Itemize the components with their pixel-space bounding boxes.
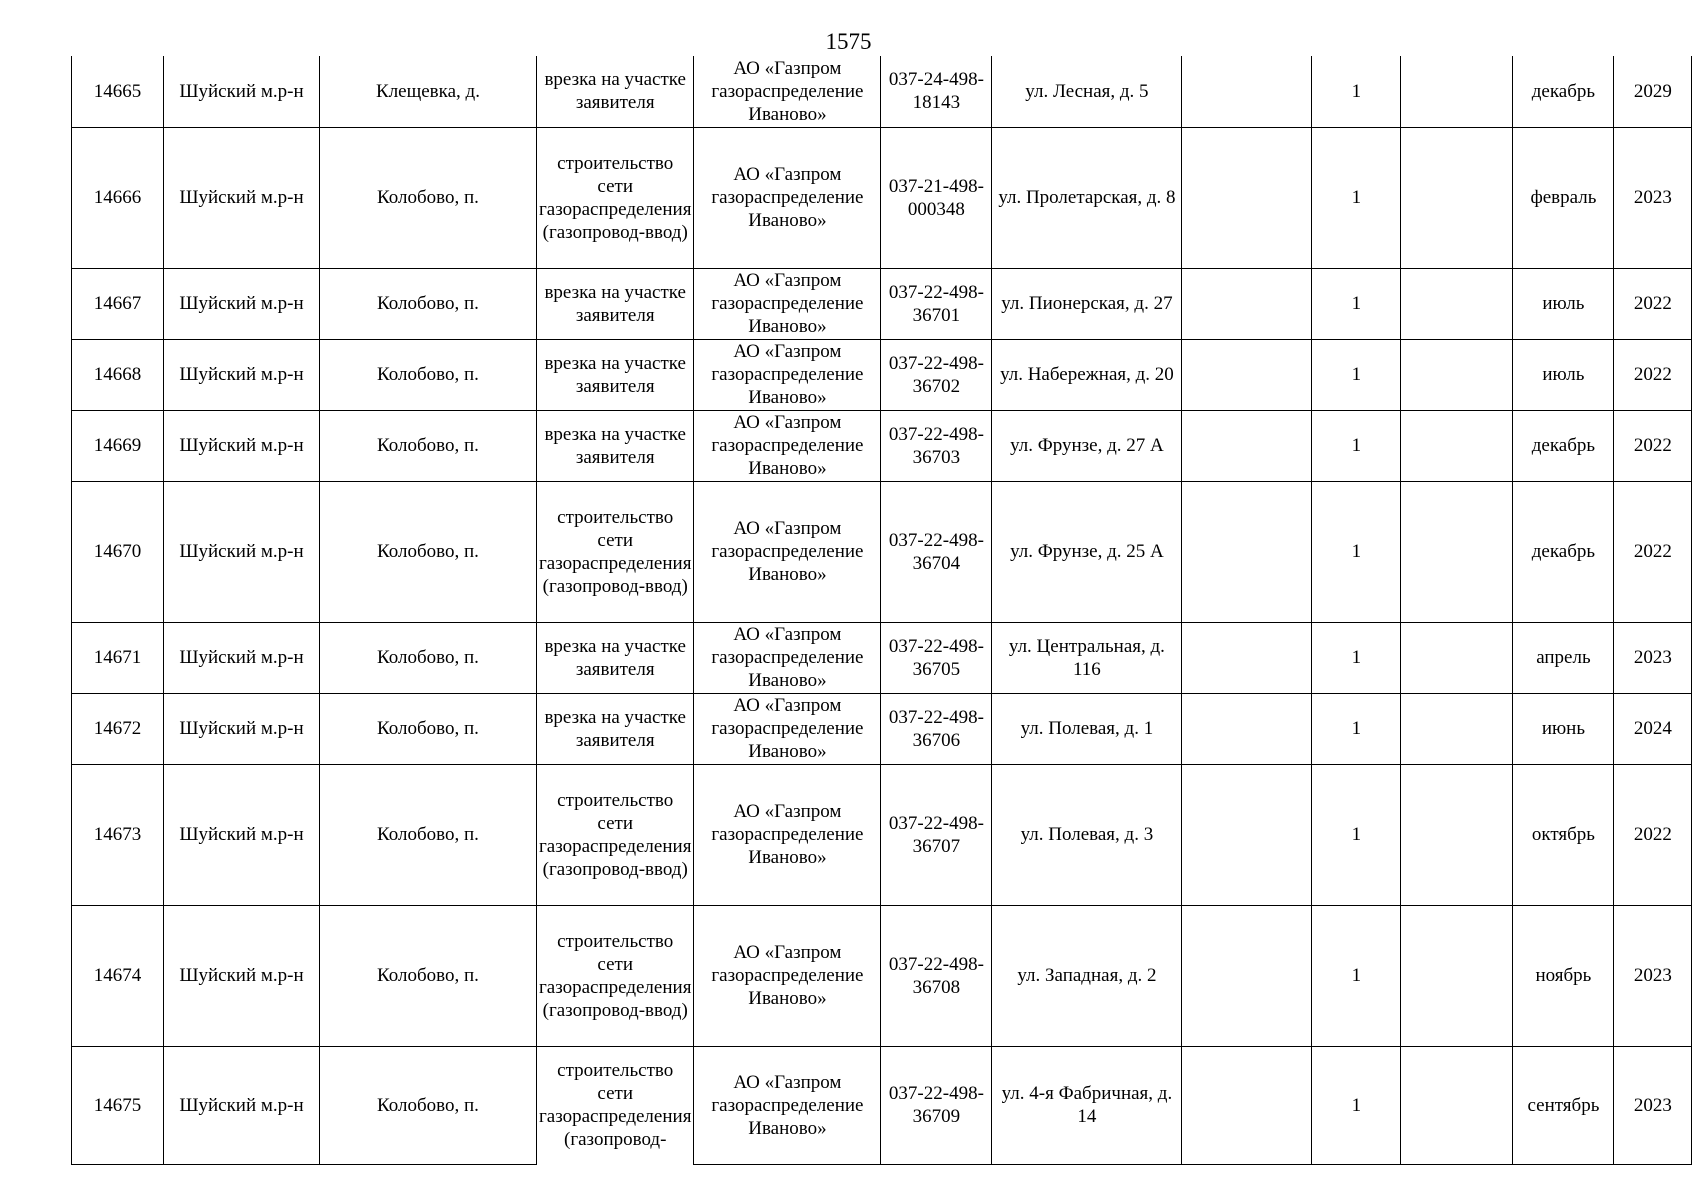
locality-cell — [320, 1046, 537, 1164]
count-text: 1 — [1351, 187, 1362, 208]
empty-cell — [1182, 905, 1312, 1046]
count-text: 1 — [1351, 718, 1362, 739]
year-text: 2029 — [1633, 80, 1672, 102]
locality-cell — [320, 268, 537, 339]
work-type-text: врезка на участке заявителя — [544, 352, 686, 397]
district-cell — [164, 1046, 320, 1164]
work-type-text: строительство сети газораспределения (газопровод-ввод) — [539, 930, 692, 1021]
district-cell — [164, 56, 320, 127]
empty-cell — [1401, 764, 1513, 905]
table-row — [72, 127, 1692, 268]
year-text: 2022 — [1633, 541, 1672, 562]
work-type-cell — [537, 905, 694, 1046]
count-cell — [1312, 268, 1401, 339]
year-cell — [1614, 1046, 1692, 1164]
code-text: 037-22-498-36709 — [888, 1083, 984, 1127]
address-cell — [992, 693, 1182, 764]
code-cell — [881, 410, 992, 481]
locality-text: Колобово, п. — [377, 824, 479, 845]
address-text: ул. Полевая, д. 3 — [1020, 824, 1154, 845]
month-cell — [1513, 127, 1614, 268]
records-table — [71, 56, 1692, 1165]
organization-cell — [694, 905, 881, 1046]
work-type-cell — [537, 764, 694, 905]
count-text: 1 — [1351, 647, 1362, 668]
empty-cell — [1401, 905, 1513, 1046]
district-text: Шуйский м.р-н — [179, 364, 304, 385]
locality-cell — [320, 693, 537, 764]
count-text: 1 — [1351, 293, 1362, 314]
empty-cell — [1182, 764, 1312, 905]
organization-text: АО «Газпром газораспределение Иваново» — [711, 57, 864, 125]
address-cell — [992, 268, 1182, 339]
empty-cell — [1401, 693, 1513, 764]
year-text: 2024 — [1633, 718, 1672, 739]
district-cell — [164, 410, 320, 481]
code-text: 037-24-498-18143 — [888, 69, 984, 114]
table-row — [72, 905, 1692, 1046]
work-type-cell — [537, 268, 694, 339]
month-text: октябрь — [1531, 824, 1595, 845]
empty-cell — [1182, 693, 1312, 764]
table-row — [72, 410, 1692, 481]
code-text: 037-22-498-36702 — [888, 352, 984, 397]
count-text: 1 — [1351, 965, 1362, 986]
work-type-cell — [537, 622, 694, 693]
organization-text: АО «Газпром газораспределение Иваново» — [711, 624, 864, 691]
district-cell — [164, 905, 320, 1046]
month-cell — [1513, 905, 1614, 1046]
empty-cell — [1401, 268, 1513, 339]
locality-cell — [320, 905, 537, 1046]
year-cell — [1614, 693, 1692, 764]
district-cell — [164, 339, 320, 410]
year-cell — [1614, 764, 1692, 905]
record-number-text: 14670 — [93, 541, 142, 562]
locality-cell — [320, 56, 537, 127]
address-text: ул. Центральная, д. 116 — [1008, 635, 1165, 680]
count-cell — [1312, 127, 1401, 268]
locality-cell — [320, 481, 537, 622]
locality-cell — [320, 339, 537, 410]
code-text: 037-22-498-36708 — [888, 953, 984, 998]
code-text: 037-21-498-000348 — [888, 175, 984, 220]
table-row — [72, 481, 1692, 622]
month-cell — [1513, 481, 1614, 622]
year-text: 2023 — [1633, 647, 1672, 668]
year-cell — [1614, 339, 1692, 410]
organization-text: АО «Газпром газораспределение Иваново» — [711, 164, 864, 231]
month-text: декабрь — [1531, 435, 1596, 456]
address-cell — [992, 410, 1182, 481]
work-type-cell — [537, 127, 694, 268]
organization-cell — [694, 764, 881, 905]
table-row — [72, 56, 1692, 127]
work-type-text: строительство сети газораспределения (газопровод-ввод) — [539, 152, 692, 243]
empty-cell — [1182, 268, 1312, 339]
year-text: 2023 — [1633, 965, 1672, 986]
district-cell — [164, 764, 320, 905]
district-cell — [164, 622, 320, 693]
work-type-cell — [537, 481, 694, 622]
work-type-text: строительство сети газораспределения (газопровод-ввод) — [539, 506, 692, 597]
count-text: 1 — [1351, 364, 1362, 385]
address-text: ул. Полевая, д. 1 — [1020, 718, 1154, 739]
code-cell — [881, 1046, 992, 1164]
address-text: ул. Пионерская, д. 27 — [1001, 293, 1173, 314]
code-cell — [881, 56, 992, 127]
locality-cell — [320, 410, 537, 481]
code-text: 037-22-498-36704 — [888, 529, 984, 574]
code-text: 037-22-498-36701 — [888, 281, 984, 326]
address-cell — [992, 339, 1182, 410]
code-text: 037-22-498-36707 — [888, 812, 984, 857]
organization-text: АО «Газпром газораспределение Иваново» — [711, 801, 864, 868]
address-cell — [992, 764, 1182, 905]
address-text: ул. Набережная, д. 20 — [1000, 364, 1174, 385]
organization-text: АО «Газпром газораспределение Иваново» — [711, 695, 864, 762]
month-cell — [1513, 339, 1614, 410]
count-cell — [1312, 693, 1401, 764]
record-number-text: 14675 — [93, 1094, 142, 1116]
table-row — [72, 764, 1692, 905]
district-text: Шуйский м.р-н — [179, 718, 304, 739]
empty-cell — [1182, 1046, 1312, 1164]
address-text: ул. Лесная, д. 5 — [1025, 80, 1149, 102]
month-text: сентябрь — [1527, 1094, 1600, 1116]
organization-cell — [694, 339, 881, 410]
organization-cell — [694, 127, 881, 268]
empty-cell — [1401, 622, 1513, 693]
locality-cell — [320, 622, 537, 693]
organization-cell — [694, 410, 881, 481]
empty-cell — [1401, 56, 1513, 127]
year-cell — [1614, 905, 1692, 1046]
district-text: Шуйский м.р-н — [179, 80, 304, 102]
count-cell — [1312, 410, 1401, 481]
year-cell — [1614, 268, 1692, 339]
address-cell — [992, 622, 1182, 693]
month-text: июнь — [1541, 718, 1586, 739]
organization-cell — [694, 481, 881, 622]
month-cell — [1513, 693, 1614, 764]
count-cell — [1312, 622, 1401, 693]
organization-cell — [694, 56, 881, 127]
count-cell — [1312, 481, 1401, 622]
district-cell — [164, 693, 320, 764]
month-text: апрель — [1536, 647, 1591, 668]
table-row — [72, 339, 1692, 410]
count-text: 1 — [1351, 541, 1362, 562]
locality-text: Колобово, п. — [377, 541, 479, 562]
empty-cell — [1182, 410, 1312, 481]
work-type-cell — [537, 1046, 694, 1164]
record-number-cell — [72, 410, 164, 481]
locality-text: Клещевка, д. — [376, 80, 480, 102]
district-text: Шуйский м.р-н — [179, 965, 304, 986]
code-cell — [881, 127, 992, 268]
organization-text: АО «Газпром газораспределение Иваново» — [711, 412, 864, 479]
month-cell — [1513, 622, 1614, 693]
address-cell — [992, 1046, 1182, 1164]
district-cell — [164, 268, 320, 339]
month-text: декабрь — [1531, 541, 1596, 562]
district-text: Шуйский м.р-н — [179, 824, 304, 845]
record-number-text: 14665 — [93, 80, 142, 102]
month-cell — [1513, 268, 1614, 339]
count-text: 1 — [1351, 824, 1362, 845]
year-cell — [1614, 127, 1692, 268]
record-number-cell — [72, 481, 164, 622]
organization-text: АО «Газпром газораспределение Иваново» — [711, 942, 864, 1009]
empty-cell — [1401, 1046, 1513, 1164]
address-text: ул. Фрунзе, д. 27 А — [1010, 435, 1164, 456]
organization-text: АО «Газпром газораспределение Иваново» — [711, 270, 864, 337]
record-number-cell — [72, 56, 164, 127]
year-text: 2023 — [1633, 1094, 1672, 1116]
locality-cell — [320, 127, 537, 268]
year-text: 2022 — [1633, 435, 1672, 456]
record-number-cell — [72, 905, 164, 1046]
address-text: ул. Западная, д. 2 — [1017, 965, 1157, 986]
code-cell — [881, 764, 992, 905]
count-cell — [1312, 905, 1401, 1046]
organization-text: АО «Газпром газораспределение Иваново» — [711, 341, 864, 408]
empty-cell — [1401, 481, 1513, 622]
record-number-text: 14668 — [93, 364, 142, 385]
empty-cell — [1182, 339, 1312, 410]
record-number-text: 14672 — [93, 718, 142, 739]
work-type-text: врезка на участке заявителя — [544, 281, 686, 326]
work-type-cell — [537, 693, 694, 764]
locality-text: Колобово, п. — [377, 718, 479, 739]
code-cell — [881, 693, 992, 764]
code-cell — [881, 481, 992, 622]
count-text: 1 — [1351, 1094, 1362, 1116]
locality-text: Колобово, п. — [377, 1094, 479, 1116]
code-text: 037-22-498-36705 — [888, 635, 984, 680]
organization-cell — [694, 693, 881, 764]
district-text: Шуйский м.р-н — [179, 647, 304, 668]
empty-cell — [1182, 127, 1312, 268]
code-cell — [881, 905, 992, 1046]
year-cell — [1614, 622, 1692, 693]
table-row — [72, 693, 1692, 764]
record-number-cell — [72, 764, 164, 905]
month-text: декабрь — [1531, 80, 1596, 102]
address-cell — [992, 905, 1182, 1046]
address-cell — [992, 481, 1182, 622]
district-cell — [164, 481, 320, 622]
locality-text: Колобово, п. — [377, 187, 479, 208]
record-number-text: 14674 — [93, 965, 142, 986]
code-text: 037-22-498-36703 — [888, 423, 984, 468]
organization-text: АО «Газпром газораспределение Иваново» — [711, 518, 864, 585]
district-text: Шуйский м.р-н — [179, 293, 304, 314]
count-text: 1 — [1351, 80, 1362, 102]
year-text: 2022 — [1633, 293, 1672, 314]
locality-text: Колобово, п. — [377, 435, 479, 456]
record-number-text: 14673 — [93, 824, 142, 845]
record-number-text: 14666 — [93, 187, 142, 208]
locality-text: Колобово, п. — [377, 647, 479, 668]
address-text: ул. Пролетарская, д. 8 — [998, 187, 1176, 208]
month-text: февраль — [1530, 187, 1597, 208]
locality-cell — [320, 764, 537, 905]
work-type-cell — [537, 339, 694, 410]
district-cell — [164, 127, 320, 268]
table-row — [72, 268, 1692, 339]
district-text: Шуйский м.р-н — [179, 1094, 304, 1116]
record-number-cell — [72, 268, 164, 339]
record-number-cell — [72, 693, 164, 764]
year-text: 2023 — [1633, 187, 1672, 208]
organization-cell — [694, 622, 881, 693]
locality-text: Колобово, п. — [377, 364, 479, 385]
work-type-text: врезка на участке заявителя — [544, 423, 686, 468]
empty-cell — [1401, 127, 1513, 268]
record-number-text: 14667 — [93, 293, 142, 314]
table-row — [72, 1046, 1692, 1164]
count-cell — [1312, 764, 1401, 905]
work-type-text: врезка на участке заявителя — [544, 706, 686, 751]
district-text: Шуйский м.р-н — [179, 187, 304, 208]
record-number-cell — [72, 127, 164, 268]
empty-cell — [1401, 410, 1513, 481]
record-number-cell — [72, 622, 164, 693]
code-cell — [881, 339, 992, 410]
work-type-text: строительство сети газораспределения (газопровод-ввод) — [539, 789, 692, 880]
record-number-cell — [72, 339, 164, 410]
work-type-text: врезка на участке заявителя — [544, 69, 686, 114]
address-cell — [992, 56, 1182, 127]
month-text: июль — [1542, 293, 1585, 314]
year-text: 2022 — [1633, 364, 1672, 385]
count-cell — [1312, 56, 1401, 127]
code-cell — [881, 622, 992, 693]
work-type-cell — [537, 410, 694, 481]
year-cell — [1614, 481, 1692, 622]
record-number-text: 14671 — [93, 647, 142, 668]
empty-cell — [1401, 339, 1513, 410]
work-type-cell — [537, 56, 694, 127]
year-text: 2022 — [1633, 824, 1672, 845]
year-cell — [1614, 410, 1692, 481]
address-cell — [992, 127, 1182, 268]
count-text: 1 — [1351, 435, 1362, 456]
empty-cell — [1182, 56, 1312, 127]
code-cell — [881, 268, 992, 339]
month-cell — [1513, 764, 1614, 905]
record-number-cell — [72, 1046, 164, 1164]
table-row — [72, 622, 1692, 693]
year-cell — [1614, 56, 1692, 127]
month-cell — [1513, 1046, 1614, 1164]
work-type-text: строительство сети газораспределения (газопровод- — [539, 1060, 692, 1151]
month-cell — [1513, 410, 1614, 481]
month-text: июль — [1542, 364, 1585, 385]
district-text: Шуйский м.р-н — [179, 435, 304, 456]
organization-text: АО «Газпром газораспределение Иваново» — [711, 1071, 864, 1139]
address-text: ул. Фрунзе, д. 25 А — [1010, 541, 1164, 562]
organization-cell — [694, 1046, 881, 1164]
empty-cell — [1182, 622, 1312, 693]
page-number: 1575 — [825, 29, 872, 54]
district-text: Шуйский м.р-н — [179, 541, 304, 562]
record-number-text: 14669 — [93, 435, 142, 456]
month-cell — [1513, 56, 1614, 127]
organization-cell — [694, 268, 881, 339]
code-text: 037-22-498-36706 — [888, 706, 984, 751]
address-text: ул. 4-я Фабричная, д. 14 — [1001, 1083, 1173, 1127]
count-cell — [1312, 339, 1401, 410]
month-text: ноябрь — [1535, 965, 1592, 986]
count-cell — [1312, 1046, 1401, 1164]
locality-text: Колобово, п. — [377, 965, 479, 986]
empty-cell — [1182, 481, 1312, 622]
work-type-text: врезка на участке заявителя — [544, 635, 686, 680]
locality-text: Колобово, п. — [377, 293, 479, 314]
